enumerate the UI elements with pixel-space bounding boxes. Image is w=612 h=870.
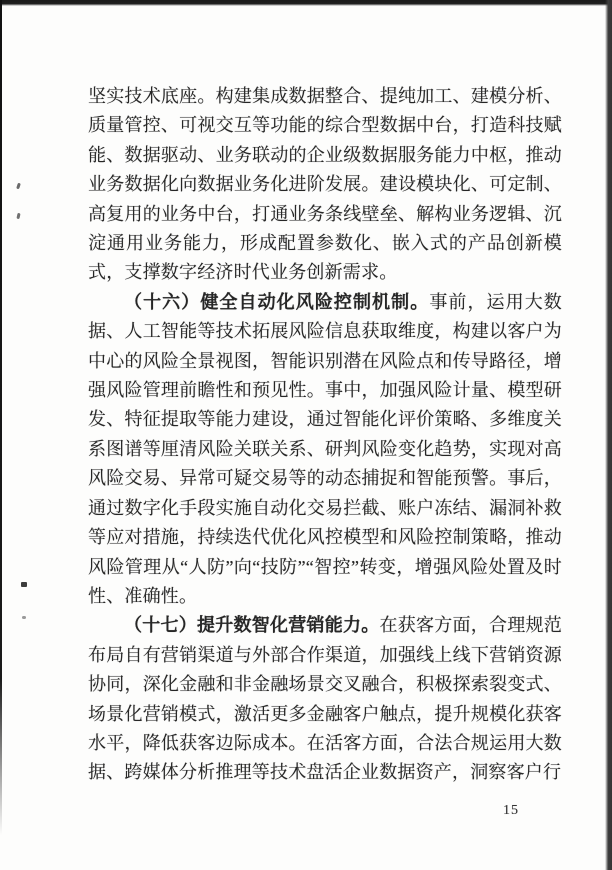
paragraph-continuation (88, 82, 562, 288)
paragraph-text: 事前，运用大数据、人工智能等技术拓展风险信息获取维度，构建以客户为中心的风险全景视图，智能识别潜在风险点和传导路径，增强风险管理前瞻性和预见性。事中，加强风险计量、模型研发、特征提取等能力建设，通过智能化评价策略、多维度关系图谱等厘清风险关联关系、研判风险变化趋势，实现对高风险交易、异常可疑交易等的动态捕捉和智能预警。事后，通过数字化手段实施自动化交易拦截、账户冻结、漏洞补救等应对措施，持续迭代优化风控模型和风险控制策略，推动风险管理从“人防”向“技防”“智控”转变，增强风险处置及时性、准确性。 (88, 291, 563, 606)
scan-edge-right (605, 0, 612, 870)
paragraph-section-17 (88, 611, 562, 787)
scan-speck (21, 582, 27, 587)
scan-edge-left (0, 0, 2, 870)
paragraph-text: 坚实技术底座。构建集成数据整合、提纯加工、建模分析、质量管控、可视交互等功能的综合型数据中台，打造科技赋能、数据驱动、业务联动的企业级数据服务能力中枢，推动业务数据化向数据业务化进阶发展。建设模块化、可定制、高复用的业务中台，打通业务条线壁垒、解构业务逻辑、沉淀通用业务能力，形成配置参数化、嵌入式的产品创新模式，支撑数字经济时代业务创新需求。 (88, 86, 562, 283)
page-number: 15 (503, 803, 519, 818)
paragraph-text: 在获客方面，合理规范布局自有营销渠道与外部合作渠道，加强线上线下营销资源协同，深化金融和非金融场景交叉融合，积极探索裂变式、场景化营销模式，激活更多金融客户触点，提升规模化获客水平，降低获客边际成本。在活客方面，合法合规运用大数据、跨媒体分析推理等技术盘活企业数据资产，洞察客户行 (88, 615, 562, 783)
scan-speck (16, 183, 21, 190)
section-heading: （十七）提升数智化营销能力。 (124, 615, 380, 636)
document-text-block (88, 82, 562, 788)
scan-speck (16, 213, 20, 219)
scan-speck (22, 616, 26, 619)
paragraph-section-16 (88, 288, 562, 611)
scan-edge-top (0, 0, 612, 6)
section-heading: （十六）健全自动化风险控制机制。 (124, 291, 430, 312)
